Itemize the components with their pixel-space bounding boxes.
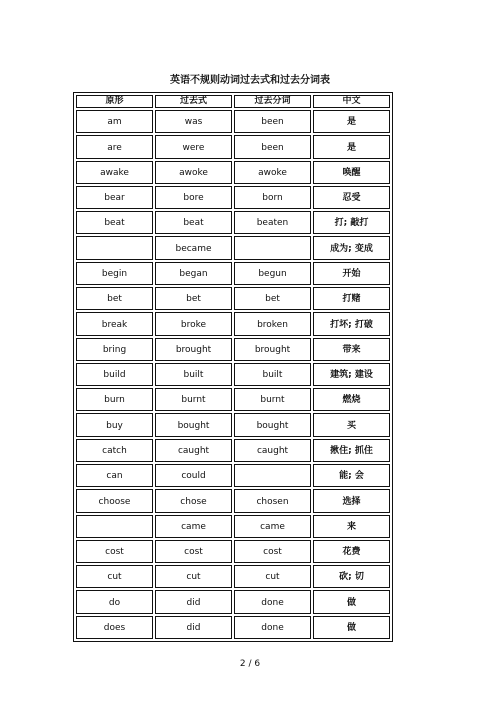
table-row bbox=[76, 262, 390, 285]
page-number: 2 / 6 bbox=[239, 659, 261, 669]
cell-base-form: buy bbox=[76, 413, 153, 436]
cell-chinese: 燃烧 bbox=[313, 388, 390, 411]
cell-past-tense: burnt bbox=[155, 388, 232, 411]
cell-chinese: 建筑; 建设 bbox=[313, 363, 390, 386]
cell-chinese: 打坏; 打破 bbox=[313, 312, 390, 335]
cell-base-form bbox=[76, 515, 153, 538]
cell-past-participle bbox=[234, 464, 311, 487]
irregular-verb-table bbox=[74, 93, 392, 641]
cell-past-tense: did bbox=[155, 616, 232, 639]
cell-base-form: can bbox=[76, 464, 153, 487]
cell-past-participle: chosen bbox=[234, 489, 311, 512]
table-body bbox=[76, 110, 390, 639]
table-row bbox=[76, 616, 390, 639]
table-row bbox=[76, 489, 390, 512]
cell-chinese: 唤醒 bbox=[313, 161, 390, 184]
cell-base-form: catch bbox=[76, 439, 153, 462]
table-row bbox=[76, 135, 390, 158]
cell-past-tense: broke bbox=[155, 312, 232, 335]
cell-base-form: bear bbox=[76, 186, 153, 209]
header-past-tense: 过去式 bbox=[155, 95, 232, 108]
cell-base-form bbox=[76, 236, 153, 259]
cell-base-form: awake bbox=[76, 161, 153, 184]
table-row bbox=[76, 312, 390, 335]
cell-past-tense: beat bbox=[155, 211, 232, 234]
table-row bbox=[76, 287, 390, 310]
cell-past-participle bbox=[234, 236, 311, 259]
cell-chinese: 花费 bbox=[313, 540, 390, 563]
cell-chinese: 选择 bbox=[313, 489, 390, 512]
cell-past-tense: awoke bbox=[155, 161, 232, 184]
cell-chinese: 做 bbox=[313, 616, 390, 639]
cell-past-participle: been bbox=[234, 135, 311, 158]
cell-past-participle: cut bbox=[234, 565, 311, 588]
cell-chinese: 揪住; 抓住 bbox=[313, 439, 390, 462]
cell-past-tense: chose bbox=[155, 489, 232, 512]
cell-past-tense: became bbox=[155, 236, 232, 259]
cell-past-participle: been bbox=[234, 110, 311, 133]
verb-table-frame bbox=[73, 92, 393, 642]
cell-past-participle: born bbox=[234, 186, 311, 209]
cell-past-tense: cost bbox=[155, 540, 232, 563]
header-chinese: 中文 bbox=[313, 95, 390, 108]
table-row bbox=[76, 439, 390, 462]
cell-base-form: am bbox=[76, 110, 153, 133]
cell-chinese: 带来 bbox=[313, 338, 390, 361]
cell-base-form: bring bbox=[76, 338, 153, 361]
cell-base-form: cut bbox=[76, 565, 153, 588]
cell-past-tense: bet bbox=[155, 287, 232, 310]
cell-base-form: burn bbox=[76, 388, 153, 411]
cell-past-participle: caught bbox=[234, 439, 311, 462]
table-row bbox=[76, 236, 390, 259]
table-row bbox=[76, 413, 390, 436]
cell-past-tense: began bbox=[155, 262, 232, 285]
cell-past-tense: cut bbox=[155, 565, 232, 588]
cell-chinese: 打; 敲打 bbox=[313, 211, 390, 234]
cell-past-participle: brought bbox=[234, 338, 311, 361]
table-row bbox=[76, 388, 390, 411]
cell-base-form: beat bbox=[76, 211, 153, 234]
cell-past-tense: came bbox=[155, 515, 232, 538]
cell-chinese: 忍受 bbox=[313, 186, 390, 209]
cell-past-participle: broken bbox=[234, 312, 311, 335]
cell-base-form: are bbox=[76, 135, 153, 158]
table-row bbox=[76, 363, 390, 386]
cell-past-participle: begun bbox=[234, 262, 311, 285]
cell-past-participle: cost bbox=[234, 540, 311, 563]
table-row bbox=[76, 211, 390, 234]
cell-past-tense: brought bbox=[155, 338, 232, 361]
table-row bbox=[76, 590, 390, 613]
header-base-form: 原形 bbox=[76, 95, 153, 108]
cell-base-form: bet bbox=[76, 287, 153, 310]
cell-past-participle: beaten bbox=[234, 211, 311, 234]
cell-base-form: does bbox=[76, 616, 153, 639]
table-row bbox=[76, 540, 390, 563]
cell-past-participle: built bbox=[234, 363, 311, 386]
cell-past-participle: bet bbox=[234, 287, 311, 310]
cell-chinese: 来 bbox=[313, 515, 390, 538]
cell-base-form: begin bbox=[76, 262, 153, 285]
cell-chinese: 是 bbox=[313, 135, 390, 158]
cell-past-participle: came bbox=[234, 515, 311, 538]
cell-past-participle: awoke bbox=[234, 161, 311, 184]
cell-past-tense: built bbox=[155, 363, 232, 386]
table-header-row bbox=[76, 95, 390, 108]
cell-chinese: 买 bbox=[313, 413, 390, 436]
cell-past-participle: bought bbox=[234, 413, 311, 436]
cell-past-tense: were bbox=[155, 135, 232, 158]
cell-past-tense: could bbox=[155, 464, 232, 487]
cell-chinese: 砍; 切 bbox=[313, 565, 390, 588]
cell-past-tense: bought bbox=[155, 413, 232, 436]
cell-base-form: break bbox=[76, 312, 153, 335]
header-past-participle: 过去分词 bbox=[234, 95, 311, 108]
cell-base-form: do bbox=[76, 590, 153, 613]
table-row bbox=[76, 464, 390, 487]
table-row bbox=[76, 565, 390, 588]
table-row bbox=[76, 186, 390, 209]
cell-base-form: choose bbox=[76, 489, 153, 512]
cell-base-form: cost bbox=[76, 540, 153, 563]
cell-chinese: 是 bbox=[313, 110, 390, 133]
cell-chinese: 能; 会 bbox=[313, 464, 390, 487]
cell-chinese: 打赌 bbox=[313, 287, 390, 310]
cell-past-participle: done bbox=[234, 616, 311, 639]
table-row bbox=[76, 338, 390, 361]
cell-past-participle: burnt bbox=[234, 388, 311, 411]
table-row bbox=[76, 161, 390, 184]
cell-chinese: 做 bbox=[313, 590, 390, 613]
cell-past-tense: did bbox=[155, 590, 232, 613]
cell-chinese: 开始 bbox=[313, 262, 390, 285]
table-row bbox=[76, 515, 390, 538]
cell-past-participle: done bbox=[234, 590, 311, 613]
cell-chinese: 成为; 变成 bbox=[313, 236, 390, 259]
cell-past-tense: bore bbox=[155, 186, 232, 209]
cell-past-tense: caught bbox=[155, 439, 232, 462]
cell-base-form: build bbox=[76, 363, 153, 386]
cell-past-tense: was bbox=[155, 110, 232, 133]
page-title: 英语不规则动词过去式和过去分词表 bbox=[170, 75, 330, 86]
table-row bbox=[76, 110, 390, 133]
